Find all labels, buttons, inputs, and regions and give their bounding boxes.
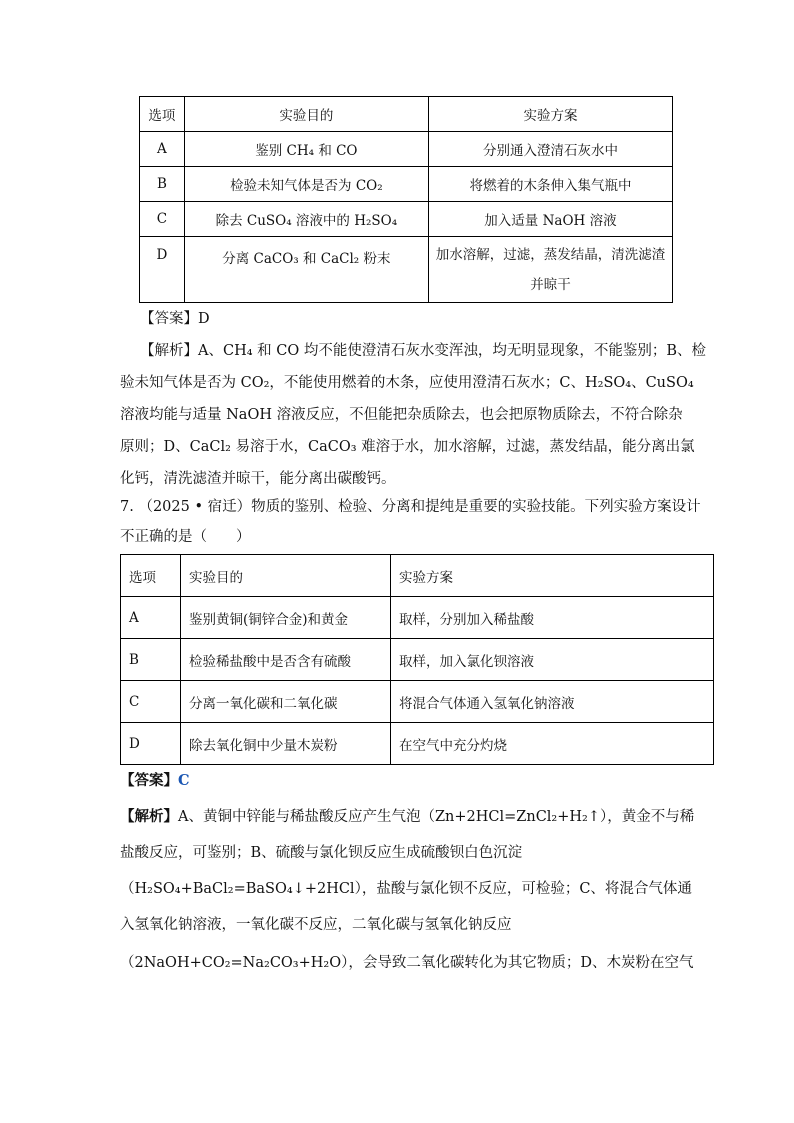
q6-row-option: B [140, 167, 185, 202]
q6-row-purpose: 鉴别 CH₄ 和 CO [184, 132, 428, 167]
q7-row-plan: 取样，加入氯化钡溶液 [391, 639, 714, 681]
q7-analysis-line: 盐酸反应，可鉴别；B、硫酸与氯化钡反应生成硫酸钡白色沉淀 [120, 845, 523, 861]
q7-row-plan: 取样，分别加入稀盐酸 [391, 597, 714, 639]
q7-analysis-line: （2NaOH+CO₂=Na₂CO₃+H₂O），会导致二氧化碳转化为其它物质；D、木炭粉在空气 [120, 955, 694, 971]
q7-analysis-line: （H₂SO₄+BaCl₂=BaSO₄↓+2HCl），盐酸与氯化钡不反应，可检验；C、将混合气体通 [120, 881, 692, 897]
q6-row-purpose: 分离 CaCO₃ 和 CaCl₂ 粉末 [184, 237, 428, 303]
table-row [121, 597, 714, 639]
answer-label: 【答案】 [140, 311, 198, 327]
q6-row-purpose: 除去 CuSO₄ 溶液中的 H₂SO₄ [184, 202, 428, 237]
q7-row-purpose: 鉴别黄铜(铜锌合金)和黄金 [181, 597, 391, 639]
q7-row-option: D [121, 723, 181, 765]
q7-analysis-line: 入氢氧化钠溶液，一氧化碳不反应，二氧化碳与氢氧化钠反应 [120, 917, 512, 933]
q6-analysis-line [140, 344, 706, 359]
answer-value: D [198, 311, 210, 327]
q7-row-plan: 在空气中充分灼烧 [391, 723, 714, 765]
q6-row-plan-line: 加水溶解，过滤，蒸发结晶，清洗滤渣 [435, 246, 666, 263]
analysis-text: A、CH₄ 和 CO 均不能使澄清石灰水变浑浊，均无明显现象，不能鉴别；B、检 [198, 343, 706, 359]
q7-header-plan: 实验方案 [391, 555, 714, 597]
table-row [140, 237, 673, 303]
q7-row-purpose: 检验稀盐酸中是否含有硫酸 [181, 639, 391, 681]
q7-table [120, 554, 714, 765]
q6-row-plan: 将燃着的木条伸入集气瓶中 [428, 167, 672, 202]
q7-row-option: B [121, 639, 181, 681]
q7-row-plan: 将混合气体通入氢氧化钠溶液 [391, 681, 714, 723]
q7-answer [120, 774, 190, 789]
table-row [140, 202, 673, 237]
answer-value: C [178, 772, 190, 789]
q6-analysis-line: 验未知气体是否为 CO₂，不能使用燃着的木条，应使用澄清石灰水；C、H₂SO₄、CuSO₄ [120, 375, 694, 391]
q7-row-purpose: 分离一氧化碳和二氧化碳 [181, 681, 391, 723]
table-row [140, 167, 673, 202]
q6-analysis-line: 化钙，清洗滤渣并晾干，能分离出碳酸钙。 [120, 471, 396, 487]
table-row [140, 132, 673, 167]
q6-row-option: A [140, 132, 185, 167]
q6-header-option: 选项 [140, 97, 185, 132]
q6-header-plan: 实验方案 [428, 97, 672, 132]
q6-row-purpose: 检验未知气体是否为 CO₂ [184, 167, 428, 202]
q6-row-option: D [140, 237, 185, 303]
q6-header-purpose: 实验目的 [184, 97, 428, 132]
q6-analysis-line: 原则；D、CaCl₂ 易溶于水，CaCO₃ 难溶于水，加水溶解，过滤，蒸发结晶，能分离出氯 [120, 439, 695, 455]
q7-row-option: C [121, 681, 181, 723]
q7-header-option: 选项 [121, 555, 181, 597]
q7-row-purpose: 除去氧化铜中少量木炭粉 [181, 723, 391, 765]
q7-stem-line: 7. （2025 • 宿迁）物质的鉴别、检验、分离和提纯是重要的实验技能。下列实验方案设计 [120, 499, 701, 515]
analysis-text: A、黄铜中锌能与稀盐酸反应产生气泡（Zn+2HCl=ZnCl₂+H₂↑），黄金不与稀 [178, 809, 695, 825]
answer-label: 【答案】 [120, 772, 178, 789]
q6-row-option: C [140, 202, 185, 237]
q6-row-plan [428, 237, 672, 303]
table-row [121, 681, 714, 723]
analysis-label: 【解析】 [140, 343, 198, 359]
q7-header-purpose: 实验目的 [181, 555, 391, 597]
q6-table [139, 96, 673, 303]
q7-stem-line: 不正确的是（ ） [120, 529, 251, 545]
q6-answer [140, 312, 210, 327]
table-row [121, 639, 714, 681]
q7-row-option: A [121, 597, 181, 639]
table-row [121, 723, 714, 765]
q6-row-plan: 加入适量 NaOH 溶液 [428, 202, 672, 237]
q7-analysis-line [120, 810, 694, 825]
q6-row-plan-line: 并晾干 [530, 276, 571, 293]
q6-row-plan: 分别通入澄清石灰水中 [428, 132, 672, 167]
q6-analysis-line: 溶液均能与适量 NaOH 溶液反应，不但能把杂质除去，也会把原物质除去，不符合除杂 [120, 407, 683, 423]
analysis-label: 【解析】 [120, 808, 178, 825]
